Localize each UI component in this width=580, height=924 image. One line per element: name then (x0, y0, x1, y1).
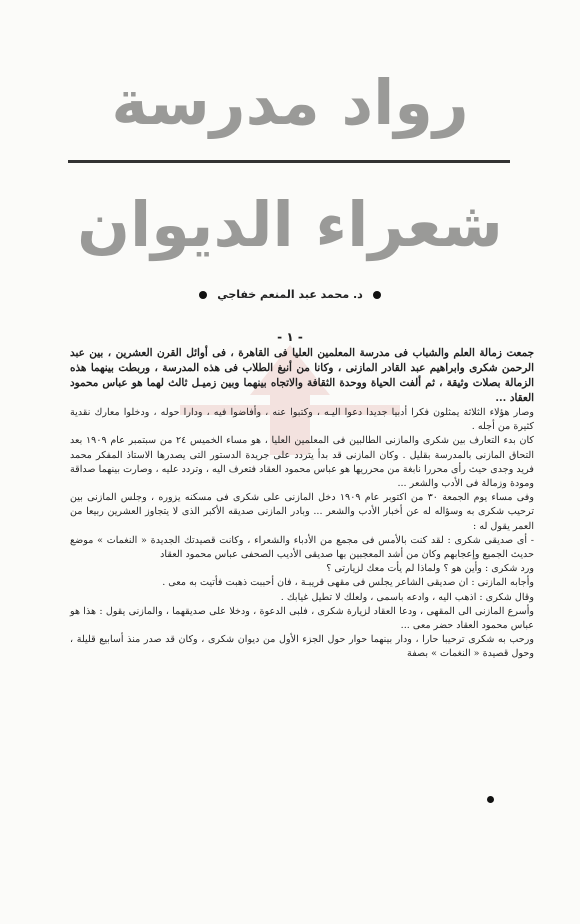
author-line (100, 288, 480, 301)
section-number: - ١ - (277, 330, 303, 344)
paragraph: جمعت زمالة العلم والشباب فى مدرسة المعلمين العليا فى القاهرة ، فى أوائل القرن العشرين ، بين عبد الرحمن شكرى وابراهيم عبد القادر المازنى ، وكانا من أنبغ الطلاب فى هذه المدرسة ، وربطت بينهما هذه الزمالة بصلات وثيقة ، ثم ألفت الحياة ووحدة الثقافة والاتجاه بينهما وبين زميـل ثالث لهما هو عباس محمود العقاد ... (70, 347, 534, 404)
paragraph: وأسرع المازنى الى المقهى ، ودعا العقاد لزيارة شكرى ، فلبى الدعوة ، ودخلا على صديقهما ، والمازنى يقول : هذا هو عباس محمود العقاد حضر معى ... (70, 605, 534, 632)
author-name: د. محمد عبد المنعم خفاجي (217, 288, 363, 301)
paragraph: وأجابه المازنى : ان صديقى الشاعر يجلس فى مقهى قريبـة ، فان أحببت ذهبت فأتيت به معى . (162, 577, 534, 589)
bullet-icon (373, 291, 381, 299)
paragraph: ورحب به شكرى ترحيبا حارا ، ودار بينهما حوار حول الجزء الأول من ديوان شكرى ، وكان قد صدر منذ أسابيع قليلة ، وحول قصيدة « النغمات » بصفة (70, 634, 534, 660)
paragraph: ورد شكرى : وأين هو ؟ ولماذا لم يأت معك لزيارتى ؟ (326, 563, 534, 575)
paragraph: وصار هؤلاء الثلاثة يمثلون فكرا أدبيا جديدا دعوا اليـه ، وكتبوا عنه ، وأفاضوا فيه ، ودارا حوله ، ودخلوا معارك نقدية كثيرة من أجله . (70, 407, 534, 433)
title-line-1: رواد مدرسة (111, 66, 469, 139)
paragraph: كان بدء التعارف بين شكرى والمازنى الطالبين فى المعلمين العليا ، هو مساء الخميس ٢٤ من سبتمبر عام ١٩٠٩ بعد التحاق المازنى بالمدرسة بقليل . وكان المازنى قد بدأ يتردد على جريدة الدستور التى يصدرها الاستاذ المفكر محمد فريد وجدى حيث رأى محررا نابغة من محرريها هو عباس محمود العقاد فتعرف اليه ، وتردد عليه ، وصارت بينهما صداقة ومودة وزمالة فى الأدب والشعر ... (70, 435, 534, 490)
article-body (70, 346, 534, 662)
bullet-icon (199, 291, 207, 299)
paragraph: وقال شكرى : اذهب اليه ، وادعه باسمى ، ولعلك لا تطيل غيابك . (280, 591, 534, 603)
title-divider (68, 160, 510, 163)
end-marker-icon (487, 796, 494, 803)
paragraph: - أى صديقى شكرى : لقد كنت بالأمس فى مجمع من الأدباء والشعراء ، وكانت قصيدتك الجديدة « النغمات » موضع حديث الجميع وإعجابهم وكان من أشد المعجبين بها صديقى الأديب الصحفى عباس محمود العقاد (70, 534, 534, 561)
paragraph: وفى مساء يوم الجمعة ٣٠ من اكتوبر عام ١٩٠٩ دخل المازنى على شكرى فى مسكنه يزوره ، وجلس المازنى بين ترحيب شكرى به وسؤاله له عن أخبار الأدب والشعر ... وبادر المازنى صديقه الأكبر الذى لا يتجاوز العشرين ربيعا من العمر يقول له : (70, 492, 535, 532)
title-line-2: شعراء الديوان (77, 188, 503, 261)
